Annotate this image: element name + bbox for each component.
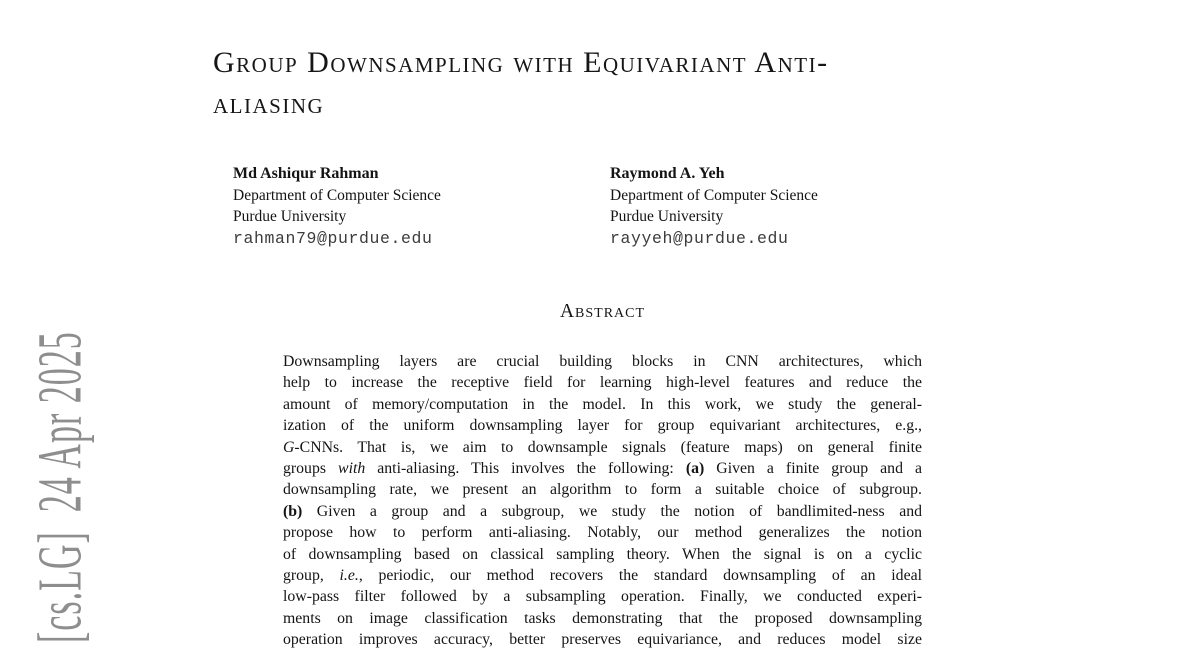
abstract-line: group, i.e., periodic, our method recovers the standard downsampling of an ideal: [283, 567, 922, 585]
author-department: Department of Computer Science: [233, 186, 441, 204]
author-university: Purdue University: [610, 208, 724, 225]
author-name: Md Ashiqur Rahman: [233, 165, 379, 182]
abstract-line: ization of the uniform downsampling layer for group equivariant architectures, e.g.,: [283, 417, 922, 435]
abstract-line: of downsampling based on classical sampling theory. When the signal is on a cyclic: [283, 545, 922, 563]
author-block-2: [610, 163, 970, 249]
abstract-line: downsampling rate, we present an algorithm to form a suitable choice of subgroup.: [283, 481, 922, 499]
arxiv-watermark: [cs.LG] 24 Apr 2025: [26, 331, 96, 643]
abstract-line: operation improves accuracy, better preserves equivariance, and reduces model size: [283, 631, 922, 648]
abstract-line: ments on image classification tasks demonstrating that the proposed downsampling: [283, 609, 922, 627]
abstract-line: Downsampling layers are crucial building blocks in CNN architectures, which: [283, 353, 922, 370]
abstract-line: help to increase the receptive field for learning high-level features and reduce the: [283, 374, 922, 392]
abstract-line: propose how to perform anti-aliasing. Notably, our method generalizes the notion: [283, 524, 922, 542]
author-department: Department of Computer Science: [610, 186, 818, 204]
abstract-line: (b) Given a group and a subgroup, we study the notion of bandlimited-ness and: [283, 502, 922, 520]
title-line-1: Group Downsampling with Equivariant Anti-: [213, 46, 829, 79]
abstract-line: G-CNNs. That is, we aim to downsample signals (feature maps) on general finite: [283, 438, 922, 456]
abstract-heading: Abstract: [559, 301, 646, 322]
author-block-1: [233, 163, 593, 249]
author-university: Purdue University: [233, 208, 347, 225]
abstract-line: amount of memory/computation in the model. In this work, we study the general-: [283, 395, 922, 413]
author-email: rayyeh@purdue.edu: [610, 228, 789, 248]
paper-title: [213, 42, 829, 124]
author-email: rahman79@purdue.edu: [233, 228, 433, 248]
abstract-body: [283, 351, 922, 648]
abstract-line: groups with anti-aliasing. This involves the following: (a) Given a finite group and a: [283, 460, 922, 478]
title-line-2: aliasing: [213, 87, 325, 120]
abstract-line: low-pass filter followed by a subsampling operation. Finally, we conducted experi-: [283, 588, 922, 606]
author-name: Raymond A. Yeh: [610, 165, 725, 182]
